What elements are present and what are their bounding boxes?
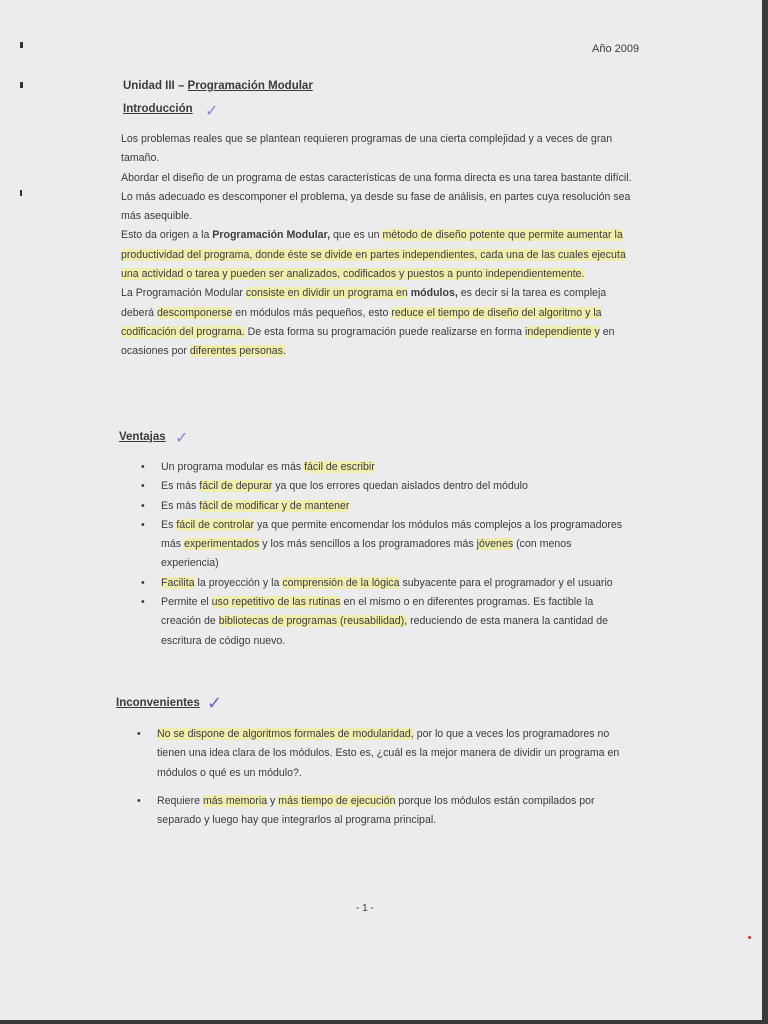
page-number: - 1 - (356, 903, 374, 914)
highlighted-text: No se dispone de algoritmos formales de modularidad, (157, 728, 414, 740)
inconvenientes-heading-label: Inconvenientes (116, 697, 200, 709)
bullet-icon: • (141, 499, 145, 512)
document-year: Año 2009 (592, 43, 640, 55)
highlighted-text: fácil de modificar y de mantener (199, 499, 350, 512)
unit-title (123, 80, 313, 92)
check-mark-icon: ✓ (175, 430, 189, 447)
list-item (141, 477, 631, 496)
bullet-icon: • (141, 596, 145, 609)
bullet-icon: • (141, 480, 145, 493)
edge-mark (748, 936, 751, 939)
list-item (141, 593, 631, 651)
text-run: es decir si la tarea es compleja deberá (121, 287, 607, 319)
bullet-icon: • (137, 794, 141, 807)
intro-heading (123, 103, 193, 115)
highlighted-text: diferentes personas. (189, 345, 286, 358)
check-mark-icon: ✓ (207, 693, 223, 713)
ventajas-heading-label: Ventajas (119, 431, 166, 443)
text-run: De esta forma su programación puede realizarse en forma (244, 325, 525, 338)
punch-mark (20, 190, 22, 196)
unit-prefix: Unidad III – (123, 80, 188, 92)
list-item (141, 458, 631, 477)
text-run: Requiere (157, 794, 203, 807)
bold-term: Programación Modular, (212, 229, 331, 242)
text-run: que es un (330, 229, 383, 242)
inconvenientes-list (137, 725, 629, 830)
list-item (137, 792, 629, 831)
ventajas-heading (119, 431, 166, 443)
text-run: Es más (161, 480, 200, 493)
punch-mark (20, 42, 23, 48)
highlighted-text: fácil de controlar (176, 518, 255, 531)
highlighted-text: jóvenes (476, 538, 514, 551)
list-item (137, 725, 629, 783)
text-run: y (267, 794, 279, 807)
highlighted-text: bibliotecas de programas (reusabilidad), (218, 615, 408, 628)
highlighted-text: método de diseño potente que permite aumentar la productividad del programa, donde éste se divide en partes independientes, cada una de las cuales ejecuta una actividad o tarea y pueden ser analizados, codificados y puestos a punto independientemente. (121, 229, 626, 281)
highlighted-text: fácil de depurar (199, 480, 273, 493)
bullet-icon: • (141, 576, 145, 589)
text-run: Un programa modular es más (161, 461, 305, 473)
bullet-icon: • (141, 518, 145, 531)
text-run: ya que los errores quedan aislados dentro del módulo (272, 480, 528, 493)
intro-body (121, 130, 641, 362)
text-run: Es más (161, 499, 200, 512)
text-run: ya que permite encomendar los módulos más complejos a los programadores más (161, 518, 623, 551)
intro-paragraph (121, 226, 641, 284)
intro-paragraph: Los problemas reales que se plantean requieren programas de una cierta complejidad y a veces de gran tamaño. (121, 133, 613, 165)
highlighted-text: Facilita (161, 576, 195, 589)
bullet-icon: • (137, 728, 141, 740)
list-item (141, 574, 631, 593)
intro-paragraph (121, 284, 641, 361)
text-run: y los más sencillos a los programadores más (259, 538, 477, 551)
text-run: en ocasiones por (121, 325, 615, 358)
highlighted-text: más memoria (202, 794, 268, 807)
bullet-icon: • (141, 461, 145, 473)
inconvenientes-heading (116, 697, 200, 709)
highlighted-text: comprensión de la lógica (282, 576, 400, 589)
intro-heading-label: Introducción (123, 103, 193, 115)
highlighted-text: uso repetitivo de las rutinas (211, 596, 341, 609)
highlighted-text: descomponerse (156, 306, 233, 319)
highlighted-text: consiste en dividir un programa en (245, 287, 408, 300)
bold-term: módulos, (407, 287, 458, 300)
text-run: Esto da origen a la (121, 229, 213, 242)
text-run: Permite el (161, 596, 212, 609)
text-run: subyacente para el programador y el usuario (399, 576, 613, 589)
intro-paragraph: Lo más adecuado es descomponer el problema, ya desde su fase de análisis, en partes cuya resolución sea más asequible. (121, 190, 631, 223)
highlighted-text: más tiempo de ejecución (278, 794, 396, 807)
text-run: La Programación Modular (121, 287, 246, 300)
highlighted-text: experimentados (183, 538, 260, 551)
unit-name: Programación Modular (187, 80, 313, 92)
highlighted-text: reduce el tiempo de diseño del algoritmo y la codificación del programa. (121, 306, 602, 338)
list-item (141, 516, 631, 574)
text-run: reduciendo de esta manera la cantidad de escritura de código nuevo. (161, 615, 608, 647)
list-item (141, 497, 631, 516)
intro-paragraph: Abordar el diseño de un programa de estas características de una forma directa es una tarea bastante difícil. (121, 171, 632, 184)
punch-mark (20, 82, 23, 88)
text-run: (con menos experiencia) (161, 538, 572, 570)
check-mark-icon: ✓ (205, 103, 219, 120)
text-run: en el mismo o en diferentes programas. Es factible la creación de (161, 596, 594, 628)
text-run: en módulos más pequeños, esto (232, 306, 392, 319)
ventajas-list (141, 458, 631, 651)
highlighted-text: independiente y (524, 325, 600, 338)
highlighted-text: fácil de escribir (304, 461, 375, 473)
text-run: la proyección y la (194, 576, 283, 589)
text-run: porque los módulos están compilados por separado y luego hay que integrarlos al programa principal. (157, 794, 595, 827)
text-run: Es (161, 518, 177, 531)
text-run: por lo que a veces los programadores no tienen una idea clara de los módulos. Esto es, ¿cuál es la mejor manera de dividir un programa en módulos o qué es un módulo?. (157, 728, 620, 779)
